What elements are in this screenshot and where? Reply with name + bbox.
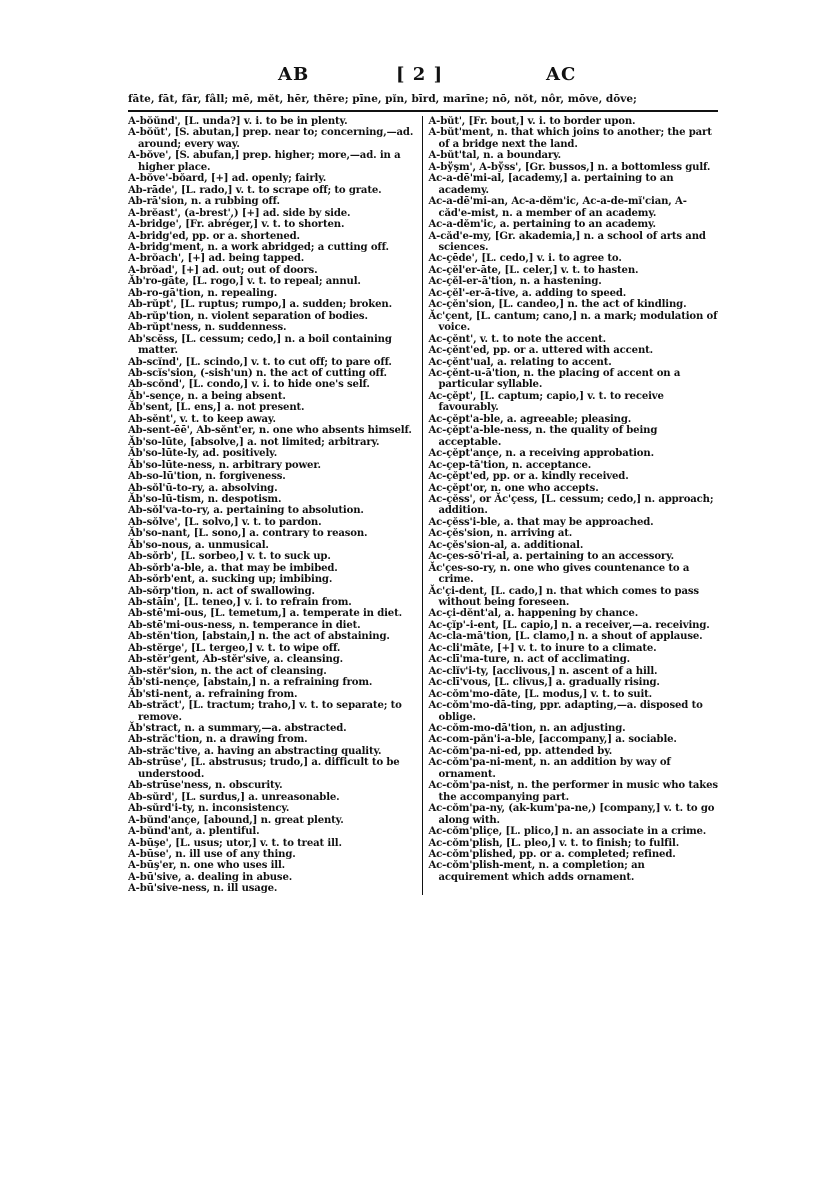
dictionary-entry: Ab-strūse', [L. abstrusus; trudo,] a. difficult to be understood. — [128, 757, 400, 780]
dictionary-entry: Ac-çēde', [L. cedo,] v. i. to agree to. — [428, 253, 622, 265]
dictionary-entry: A-bŭt'ment, n. that which joins to another; the part of a bridge next the land. — [428, 127, 712, 150]
dictionary-entry: Ab-scĭnd', [L. scindo,] v. t. to cut off; to pare off. — [128, 356, 392, 368]
dictionary-entry: Ab-rŭpt', [L. ruptus; rumpo,] a. sudden; broken. — [128, 299, 392, 311]
dictionary-entry: Ac-clĭv'i-ty, [acclivous,] n. ascent of a hill. — [428, 665, 658, 677]
dictionary-entry: Ab-sŏrb', [L. sorbeo,] v. t. to suck up. — [128, 551, 331, 563]
dictionary-entry: Ab-stĕrge', [L. tergeo,] v. t. to wipe off. — [128, 642, 341, 654]
dictionary-entry: Ab-stāin', [L. teneo,] v. i. to refrain from. — [128, 597, 352, 609]
dictionary-entry: Ac-cŏm-mo-dā'tion, n. an adjusting. — [428, 723, 626, 735]
dictionary-entry: Ab-sŭrd', [L. surdus,] a. unreasonable. — [128, 791, 340, 803]
dictionary-entry: Ăb'ro-gāte, [L. rogo,] v. t. to repeal; annul. — [128, 276, 361, 288]
dictionary-entry: A-bū'sive-ness, n. ill usage. — [128, 883, 278, 895]
dictionary-entry: Ac-com-păn'i-a-ble, [accompany,] a. sociable. — [428, 734, 677, 746]
dictionary-entry: Ab-străc'tion, n. a drawing from. — [128, 734, 308, 746]
dictionary-entry: Ac-çĕpt'a-ble, a. agreeable; pleasing. — [428, 413, 632, 425]
header-divider — [128, 110, 718, 112]
dictionary-entry: Ăb'stract, n. a summary,—a. abstracted. — [128, 723, 347, 735]
dictionary-entry: Ăc'çent, [L. cantum; cano,] n. a mark; modulation of voice. — [428, 310, 718, 334]
dictionary-entry: Ac-çĕpt'or, n. one who accepts. — [428, 482, 599, 494]
dictionary-entry: Ab-sent-ēē', Ab-sĕnt'er, n. one who absents himself. — [128, 425, 412, 437]
dictionary-entry: Ab-ro-gā'tion, n. repealing. — [128, 287, 278, 299]
dictionary-entry: Ab-sŏrb'ent, a. sucking up; imbibing. — [128, 574, 333, 586]
dictionary-entry: Ac-çĕpt'ed, pp. or a. kindly received. — [428, 471, 629, 483]
dictionary-entry: Ac-çĕnt-u-ā'tion, n. the placing of accent on a particular syllable. — [428, 367, 681, 391]
dictionary-entry: Ac-cli'māte, [+] v. t. to inure to a climate. — [428, 642, 657, 654]
dictionary-entry: Ăb'so-lūte-ly, ad. positively. — [128, 448, 278, 460]
dictionary-entry: A-bŭnd'ant, a. plentiful. — [128, 826, 260, 838]
dictionary-entry: Ab'scĕss, [L. cessum; cedo,] n. a boil containing matter. — [128, 333, 392, 357]
dictionary-entry: Ac-cŏm'plish, [L. pleo,] v. t. to finish; to fulfil. — [428, 837, 680, 849]
dictionary-entry: A-bŭt', [Fr. bout,] v. i. to border upon. — [428, 116, 636, 127]
dictionary-entry: Ab-sŏlve', [L. solvo,] v. t. to pardon. — [128, 516, 322, 528]
dictionary-entry: A-būş'er, n. one who uses ill. — [128, 860, 286, 872]
dictionary-entry: A-căd'e-my, [Gr. akademia,] n. a school of arts and sciences. — [428, 230, 706, 253]
dictionary-entry: Ac-cla-mā'tion, [L. clamo,] n. a shout of applause. — [428, 631, 703, 643]
dictionary-entry: Ab-rŭp'tion, n. violent separation of bodies. — [128, 310, 368, 322]
dictionary-entry: Ăc'çi-dent, [L. cado,] n. that which comes to pass without being foreseen. — [428, 585, 699, 609]
dictionary-entry: Ac-çĕpt'a-ble-ness, n. the quality of being acceptable. — [428, 425, 658, 448]
dictionary-entry: A-brĕast', (a-brest',) [+] ad. side by side. — [128, 207, 351, 219]
dictionary-entry: Ac-cŏm'mo-dā-ting, ppr. adapting,—a. disposed to oblige. — [428, 700, 703, 723]
dictionary-entry: Ăb'sti-nençe, [abstain,] n. a refraining from. — [128, 677, 373, 689]
dictionary-entry: A-bŭt'tal, n. a boundary. — [428, 150, 562, 162]
dictionary-entry: Ac-çĕnt', v. t. to note the accent. — [428, 333, 606, 345]
dictionary-page — [128, 62, 718, 895]
pronunciation-key: fāte, fāt, fār, fâll; mē, mĕt, hēr, thēre; pīne, pĭn, bīrd, marīne; nō, nŏt, nôr, mōve, dōve; — [128, 93, 637, 105]
dictionary-entry: A-bridg'ment, n. a work abridged; a cutting off. — [128, 241, 389, 253]
dictionary-entry: Ac-a-dĕm'ic, a. pertaining to an academy. — [428, 219, 656, 231]
dictionary-entry: Ab-stē'mi-ous, [L. temetum,] a. temperate in diet. — [128, 608, 402, 620]
dictionary-entry: Ac-çĕnt'ed, pp. or a. uttered with accent. — [428, 345, 654, 357]
dictionary-entry: Ab-rā'sion, n. a rubbing off. — [128, 196, 280, 208]
dictionary-entry: Ab-stē'mi-ous-ness, n. temperance in diet. — [128, 619, 361, 631]
dictionary-entry: Ăb'so-nant, [L. sono,] a. contrary to reason. — [128, 528, 368, 540]
dictionary-entry: Ac-çĕs'sion-al, a. additional. — [428, 539, 584, 551]
dictionary-entry: Ab-scĭs'sion, (-sish'un) n. the act of cutting off. — [128, 367, 387, 379]
dictionary-entry: Ac-clī'ma-ture, n. act of acclimating. — [428, 654, 630, 666]
dictionary-entry: Ac-clī'vous, [L. clivus,] a. gradually rising. — [428, 677, 660, 689]
dictionary-entry: Ac-çĕs'sion, n. arriving at. — [428, 528, 573, 540]
dictionary-entry: Ăb'so-lūte-ness, n. arbitrary power. — [128, 459, 321, 471]
dictionary-entry: Ab-stĕn'tion, [abstain,] n. the act of abstaining. — [128, 631, 390, 643]
dictionary-entry: Ăb'so-nous, a. unmusical. — [128, 539, 269, 551]
dictionary-entry: Ăb'-sençe, n. a being absent. — [128, 390, 286, 402]
dictionary-entry: A-brŏad', [+] ad. out; out of doors. — [128, 264, 318, 276]
header-right-guide-word: AC — [546, 64, 577, 85]
dictionary-entry: Ab-sŏrp'tion, n. act of swallowing. — [128, 585, 315, 597]
dictionary-entry: Ab-sŏrb'a-ble, a. that may be imbibed. — [128, 562, 338, 574]
dictionary-entry: Ăb'sent, [L. ens,] a. not present. — [128, 402, 305, 414]
dictionary-entry: A-bŏve', [S. abufan,] prep. higher; more,—ad. in a higher place. — [128, 150, 401, 173]
dictionary-entry: Ac-çĕl'er-āte, [L. celer,] v. t. to hasten. — [428, 264, 639, 276]
dictionary-entry: Ab-scŏnd', [L. condo,] v. i. to hide one's self. — [128, 379, 370, 391]
dictionary-entry: A-bridg'ed, pp. or a. shortened. — [128, 230, 300, 242]
dictionary-entry: Ac-cŏm'plished, pp. or a. completed; refined. — [428, 849, 676, 860]
dictionary-entry: Ab-stĕr'sion, n. the act of cleansing. — [128, 665, 327, 677]
dictionary-entry: A-būse', n. ill use of any thing. — [128, 849, 296, 860]
header-left-guide-word: AB — [278, 64, 310, 85]
dictionary-entry: Ăb'so-lūte, [absolve,] a. not limited; arbitrary. — [128, 436, 380, 448]
dictionary-entry: A-bŭnd'ançe, [abound,] n. great plenty. — [128, 814, 344, 826]
dictionary-entry: Ac-çĕss'i-ble, a. that may be approached. — [428, 516, 654, 528]
dictionary-entry: Ac-cŏm'mo-dāte, [L. modus,] v. t. to suit. — [428, 688, 653, 700]
dictionary-entry: Ac-çĕn'sion, [L. candeo,] n. the act of kindling. — [428, 299, 687, 311]
dictionary-entry: Ac-cŏm'pa-nist, n. the performer in music who takes the accompanying part. — [428, 780, 718, 803]
dictionary-entry: Ac-cŏm'pa-ni-ment, n. an addition by way of ornament. — [428, 757, 671, 780]
dictionary-entry: Ac-cŏm'plish-ment, n. a completion; an acquirement which adds ornament. — [428, 860, 645, 883]
right-column — [422, 116, 719, 895]
dictionary-entry: A-brŏach', [+] ad. being tapped. — [128, 253, 305, 265]
dictionary-entry: Ac-çĭp'-i-ent, [L. capio,] n. a receiver,—a. receiving. — [428, 619, 710, 631]
dictionary-entry: Ac-cŏm'pliçe, [L. plico,] n. an associate in a crime. — [428, 826, 707, 838]
dictionary-entry: Ac-çĕnt'ual, a. relating to accent. — [428, 356, 612, 368]
dictionary-entry: A-bridge', [Fr. abréger,] v. t. to shorten. — [128, 219, 345, 231]
dictionary-entry: Ac-çĕpt', [L. captum; capio,] v. t. to receive favourably. — [428, 390, 664, 414]
page-number: [ 2 ] — [396, 64, 444, 85]
dictionary-entry: A-bŏŭt', [S. abutan,] prep. near to; concerning,—ad. around; every way. — [128, 127, 414, 150]
dictionary-entry: Ac-cŏm'pa-ny, (ak-kum'pa-ne,) [company,] v. t. to go along with. — [428, 803, 715, 826]
dictionary-entry: Ab-stĕr'gent, Ab-stĕr'sive, a. cleansing. — [128, 654, 343, 666]
dictionary-entry: Ac-çĕl'-er-ā-tive, a. adding to speed. — [428, 287, 627, 299]
dictionary-entry: Ac-çĕpt'ançe, n. a receiving approbation. — [428, 448, 654, 460]
dictionary-entry: Ab-sŏl'ū-to-ry, a. absolving. — [128, 482, 278, 494]
dictionary-entry: Ac-çĕl-er-ā'tion, n. a hastening. — [428, 276, 602, 288]
dictionary-entry: A-būşe', [L. usus; utor,] v. t. to treat ill. — [128, 837, 342, 849]
dictionary-entry: Ac-cŏm'pa-ni-ed, pp. attended by. — [428, 745, 613, 757]
dictionary-entry: Ab-so-lū'tion, n. forgiveness. — [128, 471, 286, 483]
dictionary-entry: Ab-sĕnt', v. t. to keep away. — [128, 413, 276, 425]
dictionary-entry: Ăb'so-lū-tism, n. despotism. — [128, 493, 282, 505]
dictionary-entry: A-bŏve'-bŏard, [+] ad. openly; fairly. — [128, 173, 327, 185]
dictionary-entry: Ab-străct', [L. tractum; traho,] v. t. to separate; to remove. — [128, 700, 402, 723]
dictionary-entry: A-bŏŭnd', [L. unda?] v. i. to be in plenty. — [128, 116, 348, 127]
dictionary-entry: Ac-çep-tā'tion, n. acceptance. — [428, 459, 592, 471]
dictionary-entry: Ăc'çes-so-ry, n. one who gives countenance to a crime. — [428, 562, 690, 586]
left-column — [128, 116, 422, 895]
dictionary-entry: Ăb'sti-nent, a. refraining from. — [128, 688, 298, 700]
dictionary-entry: Ab-strūse'ness, n. obscurity. — [128, 780, 283, 792]
dictionary-entry: Ac-a-dē'mi-an, Ac-a-dĕm'ic, Ac-a-de-mĭ'cian, A-căd'e-mist, n. a member of an academy. — [428, 196, 687, 219]
page-header — [128, 62, 718, 90]
dictionary-entry: Ab-rŭpt'ness, n. suddenness. — [128, 322, 287, 334]
dictionary-entry: Ab-sŭrd'i-ty, n. inconsistency. — [128, 803, 290, 815]
dictionary-entry: A-bū'sive, a. dealing in abuse. — [128, 871, 293, 883]
entry-columns — [128, 116, 718, 895]
dictionary-entry: Ab-rāde', [L. rado,] v. t. to scrape off; to grate. — [128, 184, 382, 196]
dictionary-entry: Ac-çi-dĕnt'al, a. happening by chance. — [428, 608, 639, 620]
dictionary-entry: Ab-sŏl'va-to-ry, a. pertaining to absolution. — [128, 505, 364, 517]
dictionary-entry: Ac-çĕss', or Ăc'çess, [L. cessum; cedo,] n. approach; addition. — [428, 493, 714, 517]
dictionary-entry: A-bўşm', A-bўss', [Gr. bussos,] n. a bottomless gulf. — [428, 161, 711, 173]
dictionary-entry: Ab-străc'tive, a. having an abstracting quality. — [128, 745, 382, 757]
dictionary-entry: Ac-çes-sō'ri-al, a. pertaining to an accessory. — [428, 551, 674, 563]
dictionary-entry: Ac-a-dē'mi-al, [academy,] a. pertaining to an academy. — [428, 173, 674, 196]
